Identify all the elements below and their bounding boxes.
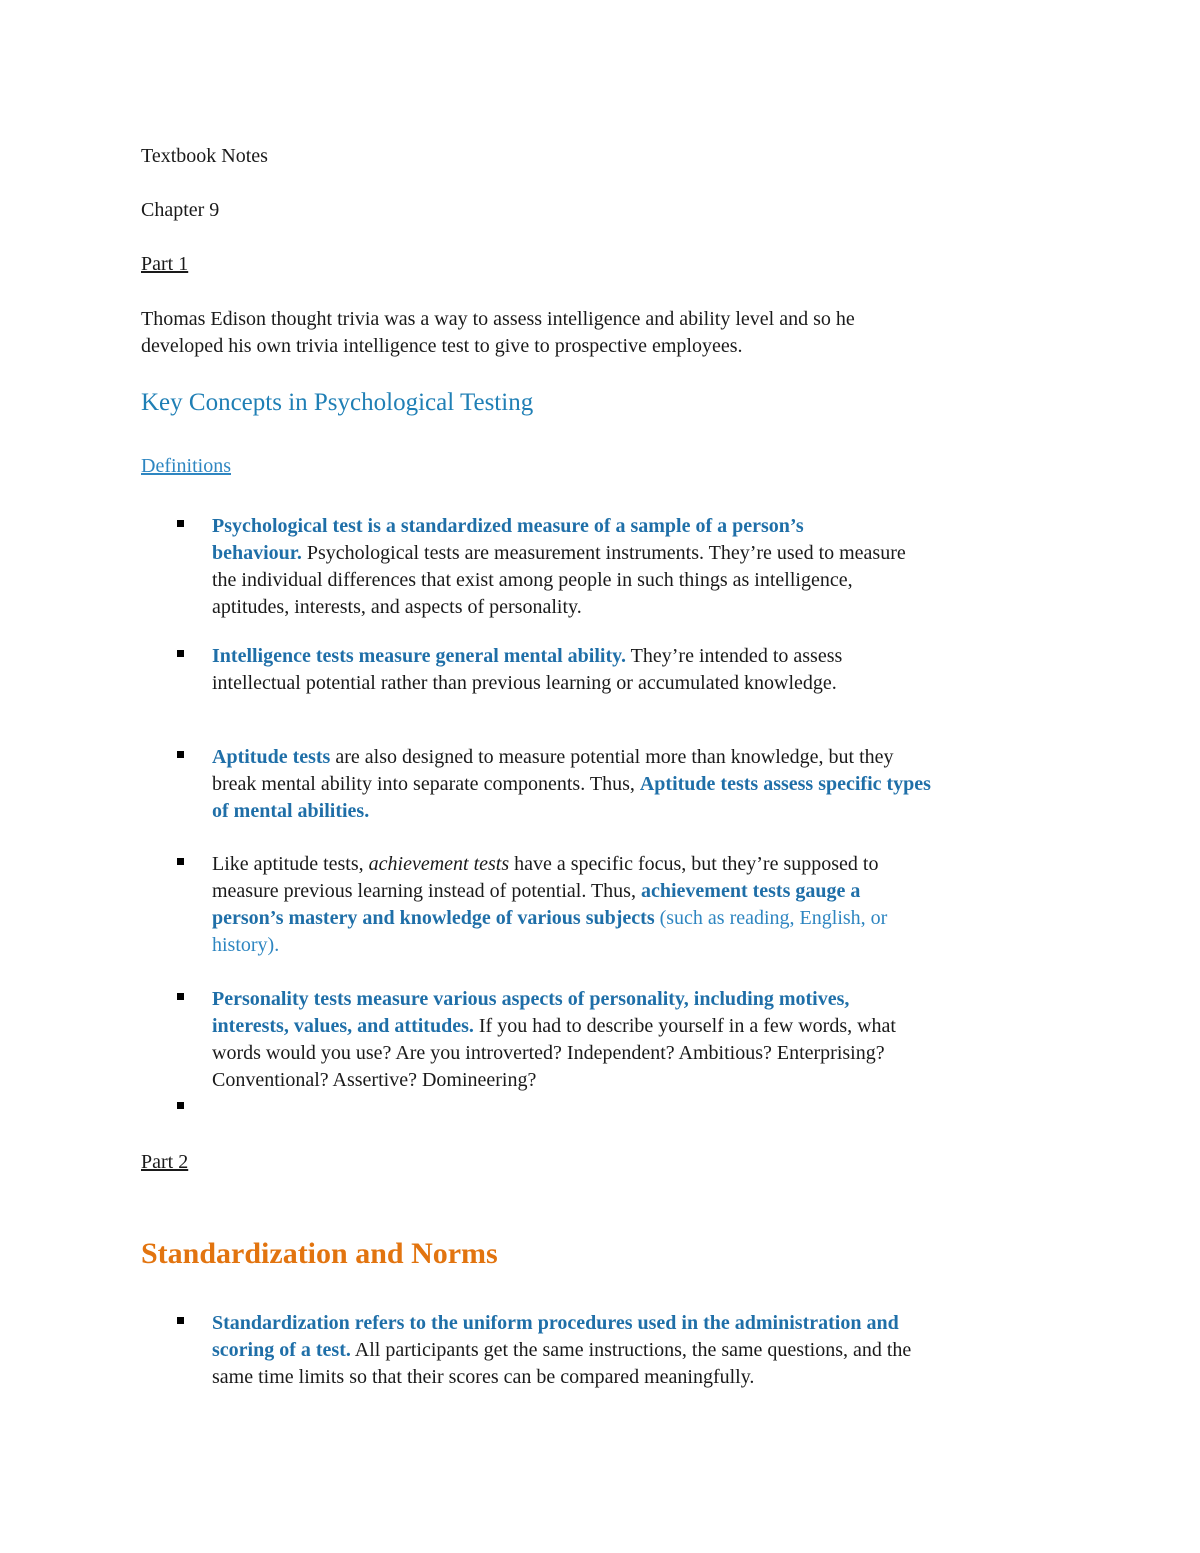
bullet-marker [177, 520, 184, 527]
intro-line-2: developed his own trivia intelligence test to give to prospective employees. [141, 335, 743, 357]
intro-line-1: Thomas Edison thought trivia was a way to assess intelligence and ability level and so he [141, 308, 855, 330]
bullet-marker-empty [177, 1102, 184, 1109]
bullet-intelligence-tests: Intelligence tests measure general mental ability. They’re intended to assess intellectual potential rather than previous learning or accumulated knowledge. [212, 645, 843, 694]
part1-label: Part 1 [141, 253, 189, 275]
bullet-aptitude-tests: Aptitude tests are also designed to measure potential more than knowledge, but they break mental ability into separate components. Thus, Aptitude tests assess specific types of mental abilities. [212, 746, 931, 822]
doc-title: Textbook Notes [141, 145, 268, 167]
chapter-label: Chapter 9 [141, 199, 220, 221]
definitions-link[interactable]: Definitions [141, 455, 231, 477]
bullet-standardization: Standardization refers to the uniform procedures used in the administration and scoring of a test. All participants get the same instructions, the same questions, and the same time limits so that their scores can be compared meaningfully. [212, 1312, 912, 1388]
part2-label: Part 2 [141, 1151, 189, 1173]
bullet-psych-test: Psychological test is a standardized measure of a sample of a person’s behaviour. Psychological tests are measurement instruments. They’re used to measure the individual differences that exist among people in such things as intelligence, aptitudes, interests, and aspects of personality. [212, 515, 906, 618]
bullet-marker [177, 993, 184, 1000]
bullet-achievement-tests: Like aptitude tests, achievement tests have a specific focus, but they’re supposed to measure previous learning instead of potential. Thus, achievement tests gauge a person’s mastery and knowledge of various subjects (such as reading, English, or history). [212, 853, 888, 956]
section-heading-key-concepts: Key Concepts in Psychological Testing [141, 389, 534, 416]
section-heading-standardization: Standardization and Norms [141, 1237, 498, 1270]
bullet-marker [177, 858, 184, 865]
bullet-marker [177, 650, 184, 657]
bullet-marker [177, 751, 184, 758]
bullet-marker [177, 1317, 184, 1324]
bullet-personality-tests: Personality tests measure various aspects of personality, including motives, interests, values, and attitudes. If you had to describe yourself in a few words, what words would you use? Are you introverted? Independent? Ambitious? Enterprising? Conventional? Assertive? Domineering? [212, 988, 896, 1091]
